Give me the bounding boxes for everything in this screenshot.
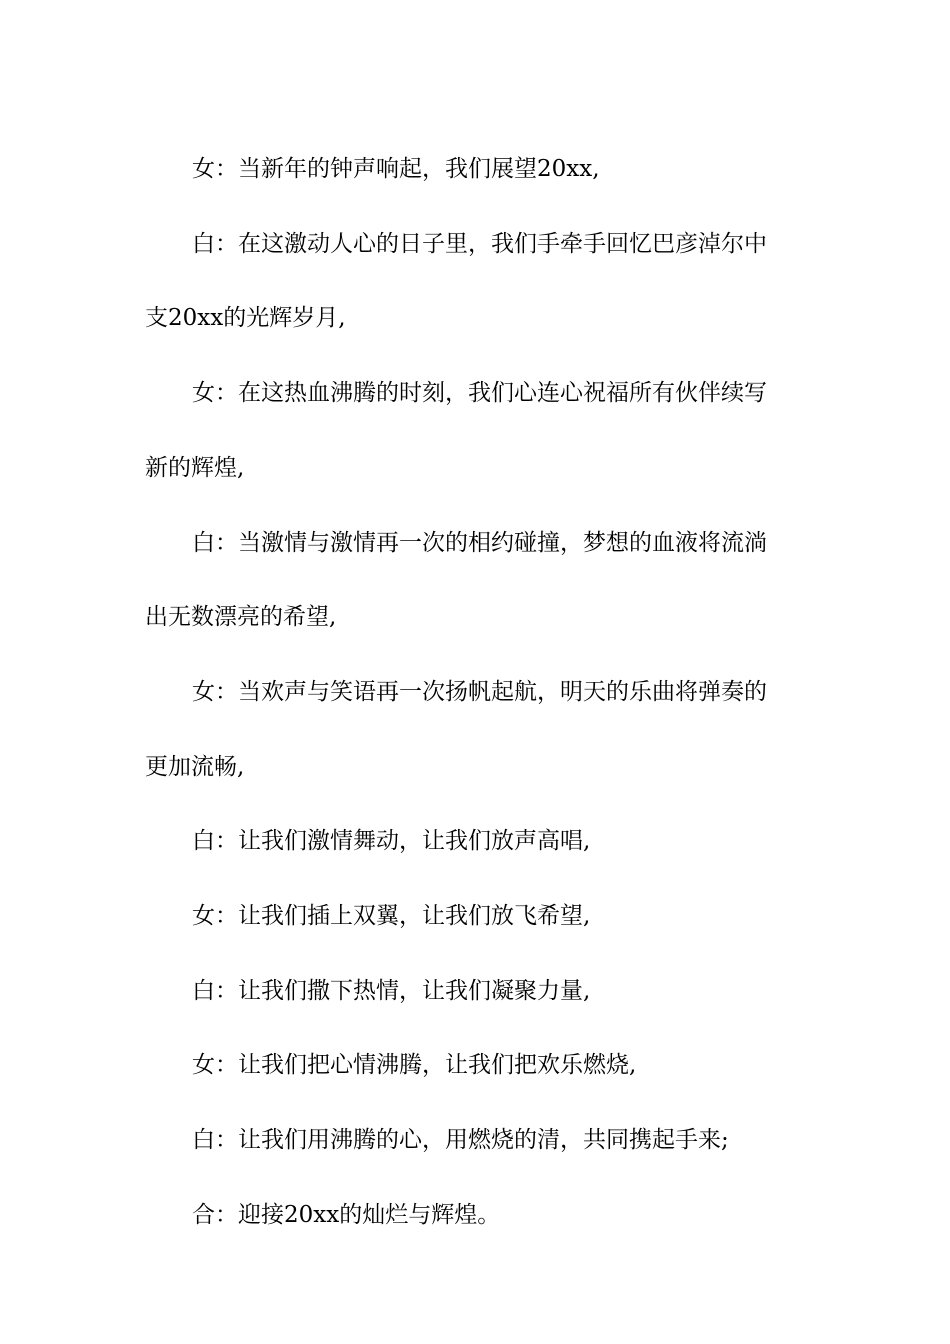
paragraph-4: [145, 506, 805, 655]
text-line: 女：当欢声与笑语再一次扬帆起航，明天的乐曲将弹奏的: [192, 678, 767, 705]
text-line: 白：让我们撒下热情，让我们凝聚力量,: [192, 977, 591, 1004]
text-line: 女：在这热血沸腾的时刻，我们心连心祝福所有伙伴续写: [192, 380, 767, 407]
text-line: 白：让我们激情舞动，让我们放声高唱,: [192, 828, 591, 855]
text-line: 更加流畅,: [145, 753, 245, 780]
text-line: 新的辉煌,: [145, 454, 245, 481]
text-line: 合：迎接20xx的灿烂与辉煌。: [192, 1201, 501, 1228]
paragraph-3: [145, 356, 805, 505]
text-line: 白：当激情与激情再一次的相约碰撞，梦想的血液将流淌: [192, 529, 767, 556]
paragraph-6: [145, 804, 805, 879]
document-body: [145, 132, 805, 1253]
text-line: 女：当新年的钟声响起，我们展望20xx,: [192, 156, 600, 182]
text-line: 白：在这激动人心的日子里，我们手牵手回忆巴彦淖尔中: [192, 230, 767, 257]
paragraph-11: [145, 1178, 805, 1253]
text-line: 白：让我们用沸腾的心，用燃烧的清，共同携起手来;: [192, 1127, 729, 1154]
paragraph-5: [145, 655, 805, 804]
paragraph-9: [145, 1028, 805, 1103]
paragraph-8: [145, 954, 805, 1029]
text-line: 支20xx的光辉岁月,: [145, 305, 346, 332]
paragraph-2: [145, 207, 805, 356]
paragraph-1: [145, 132, 805, 207]
paragraph-10: [145, 1103, 805, 1178]
text-line: 女：让我们插上双翼，让我们放飞希望,: [192, 903, 591, 930]
paragraph-7: [145, 879, 805, 954]
text-line: 出无数漂亮的希望,: [145, 604, 337, 631]
text-line: 女：让我们把心情沸腾，让我们把欢乐燃烧,: [192, 1052, 637, 1079]
